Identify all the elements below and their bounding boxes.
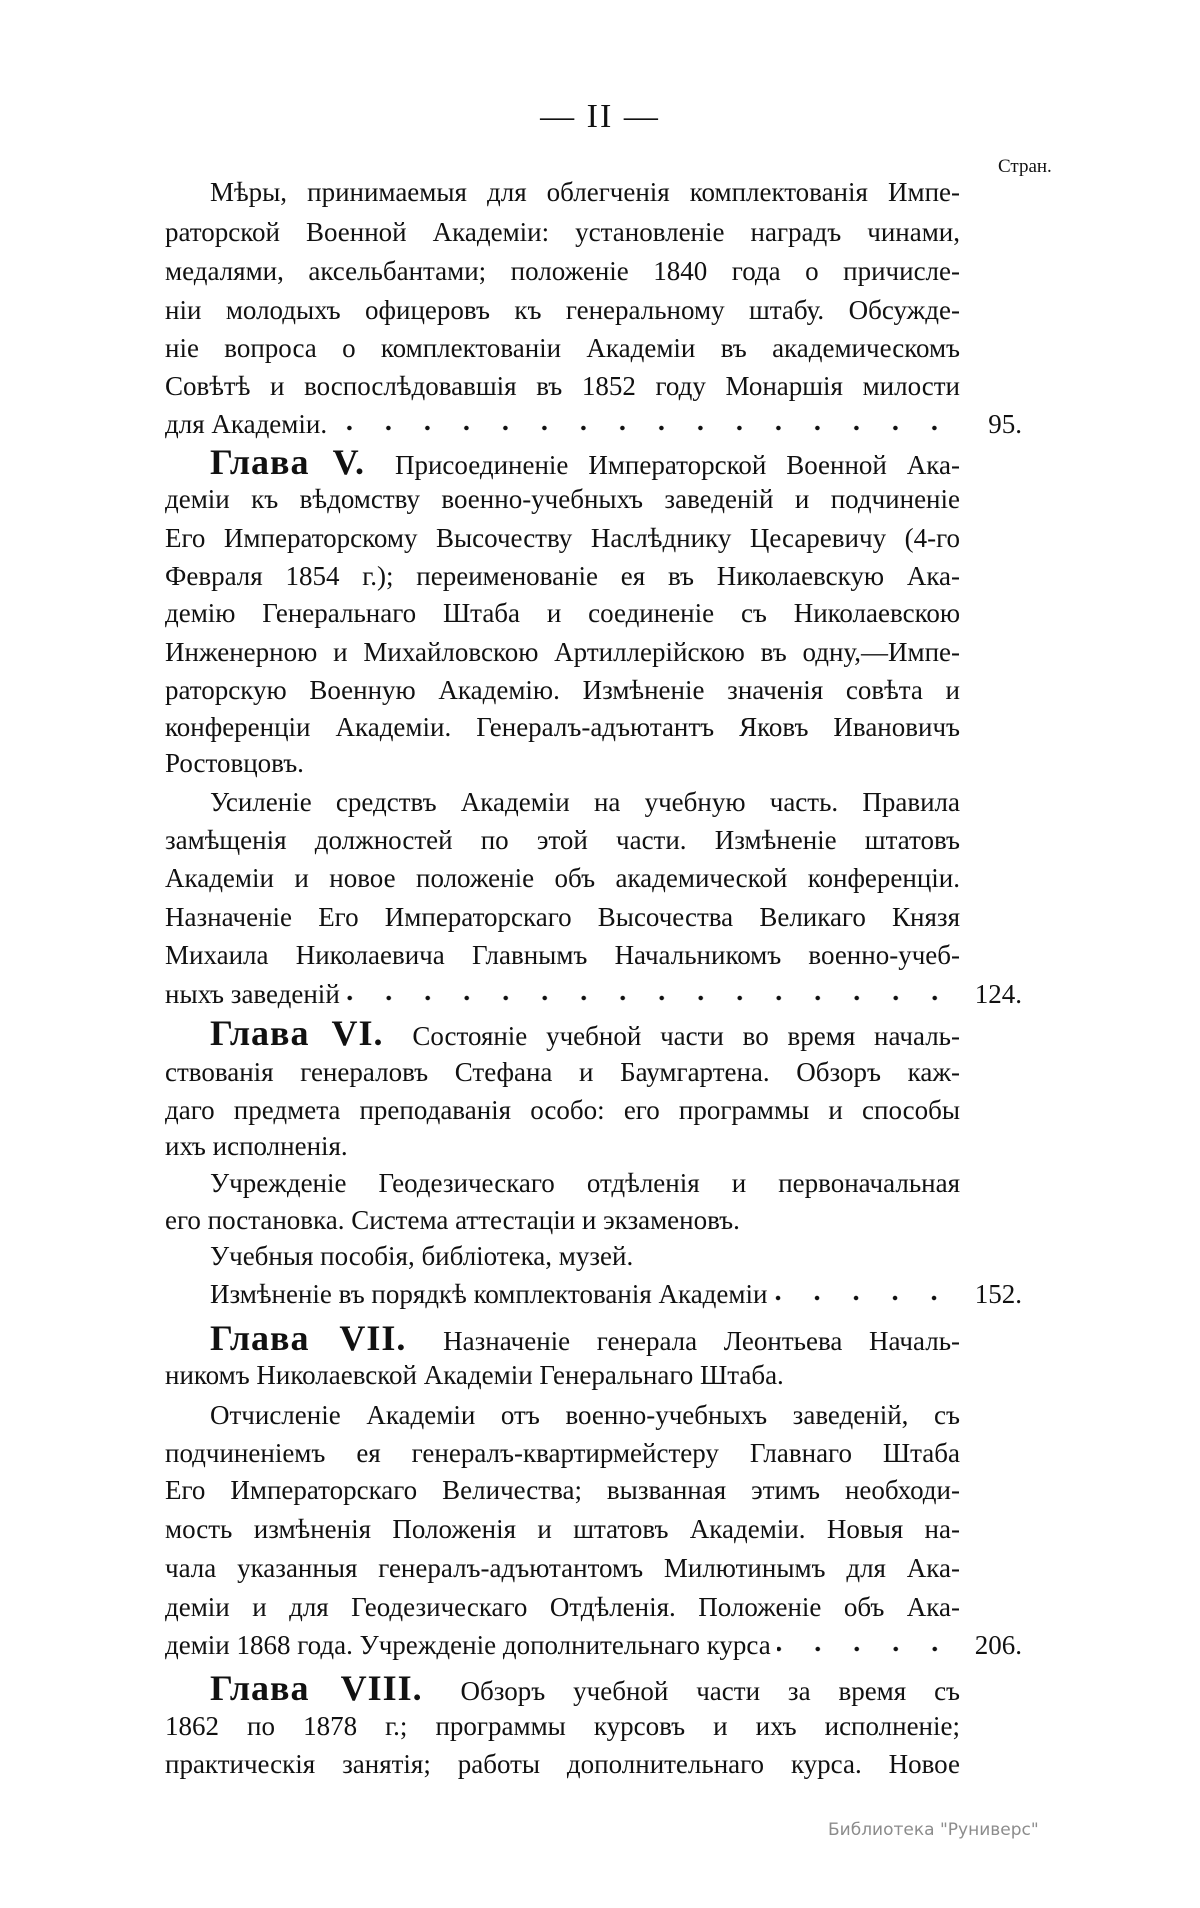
toc-line [165, 744, 960, 782]
toc-line [165, 1471, 960, 1509]
line-text: раторской Военной Академіи: установленіе наградъ чинами, [165, 217, 960, 247]
toc-line [165, 1201, 960, 1239]
line-text: Михаила Николаевича Главнымъ Начальникомъ военно-учеб- [165, 940, 960, 970]
chapter-heading: Глава VI. [210, 1014, 384, 1052]
toc-line [165, 1510, 960, 1548]
line-text: демію Генеральнаго Штаба и соединеніе съ Николаевскою [165, 598, 960, 628]
toc-line [165, 859, 960, 897]
toc-line [210, 1014, 960, 1052]
page-column-label: Стран. [998, 156, 1052, 177]
toc-line [165, 1091, 960, 1129]
line-text: Февраля 1854 г.); переименованіе ея въ Николаевскую Ака- [165, 561, 960, 591]
line-text: замѣщенія должностей по этой части. Измѣненіе штатовъ [165, 825, 960, 855]
line-text: никомъ Николаевской Академіи Генеральнаго Штаба. [165, 1360, 784, 1390]
toc-line [210, 173, 960, 211]
line-text: мость измѣненія Положенія и штатовъ Академіи. Новыя на- [165, 1514, 960, 1544]
chapter-heading: Глава VII. [210, 1319, 407, 1357]
page-number-header: — II — [540, 98, 660, 135]
page-reference: 95. [988, 409, 1022, 439]
chapter-heading: Глава VIII. [210, 1669, 423, 1707]
line-text: 1862 по 1878 г.; программы курсовъ и ихъ исполненіе; [165, 1711, 960, 1741]
toc-line [210, 443, 960, 481]
toc-line [165, 1549, 960, 1587]
line-text: Инженерною и Михайловскою Артиллерійскою въ одну,—Импе- [165, 637, 960, 667]
toc-line [210, 783, 960, 821]
line-text: его постановка. Система аттестаціи и экзаменовъ. [165, 1205, 740, 1235]
line-text: для Академіи. [165, 409, 328, 439]
toc-line [165, 519, 960, 557]
page-reference: 206. [974, 1630, 1022, 1660]
toc-line [165, 633, 960, 671]
line-text: практическія занятія; работы дополнительнаго курса. Новое [165, 1749, 960, 1779]
toc-line [165, 975, 960, 1013]
line-text: Присоединеніе Императорской Военной Ака- [394, 450, 960, 480]
page-reference: 124. [974, 979, 1022, 1009]
line-text: Мѣры, принимаемыя для облегченія комплектованія Импе- [210, 177, 960, 207]
line-text: Измѣненіе въ порядкѣ комплектованія Академіи [210, 1279, 768, 1309]
line-text: чала указанныя генералъ-адъютантомъ Милютинымъ для Ака- [165, 1553, 960, 1583]
line-text: раторскую Военную Академію. Измѣненіе значенія совѣта и [165, 675, 960, 705]
toc-line [165, 557, 960, 595]
line-text: Состояніе учебной части во время началь- [412, 1021, 960, 1051]
toc-line [210, 1319, 960, 1357]
dot-leader [333, 423, 954, 433]
line-text: деміи 1868 года. Учрежденіе дополнительнаго курса [165, 1630, 771, 1660]
line-text: Его Императорскаго Величества; вызванная этимъ необходи- [165, 1475, 960, 1505]
line-text: ствованія генераловъ Стефана и Баумгартена. Обзоръ каж- [165, 1057, 960, 1087]
toc-line [165, 936, 960, 974]
toc-line [165, 367, 960, 405]
toc-line [210, 1396, 960, 1434]
toc-line [165, 329, 960, 367]
line-text: Ростовцовъ. [165, 748, 304, 778]
line-text: Учрежденіе Геодезическаго отдѣленія и первоначальная [210, 1168, 960, 1198]
toc-line [165, 291, 960, 329]
toc-line [165, 821, 960, 859]
line-text: подчиненіемъ ея генералъ-квартирмейстеру Главнаго Штаба [165, 1438, 960, 1468]
toc-line [165, 898, 960, 936]
dot-leader [777, 1644, 954, 1654]
toc-line [210, 1237, 960, 1275]
library-watermark: Библиотека "Руниверс" [828, 1820, 1039, 1840]
toc-line [165, 1707, 960, 1745]
toc-line [165, 1053, 960, 1091]
line-text: Учебныя пособія, библіотека, музей. [210, 1241, 634, 1271]
toc-line [165, 405, 960, 443]
dot-leader [773, 1293, 954, 1303]
toc-line [165, 708, 960, 746]
line-text: медалями, аксельбантами; положеніе 1840 года о причисле- [165, 256, 960, 286]
toc-line [165, 1588, 960, 1626]
line-text: ихъ исполненія. [165, 1131, 348, 1161]
toc-line [210, 1164, 960, 1202]
toc-line [210, 1275, 960, 1313]
line-text: Назначеніе генерала Леонтьева Началь- [443, 1326, 960, 1356]
toc-line [165, 213, 960, 251]
toc-line [165, 1434, 960, 1472]
line-text: Усиленіе средствъ Академіи на учебную часть. Правила [210, 787, 960, 817]
line-text: Назначеніе Его Императорскаго Высочества Великаго Князя [165, 902, 960, 932]
toc-line [165, 252, 960, 290]
line-text: Его Императорскому Высочеству Наслѣднику Цесаревичу (4-го [165, 523, 960, 553]
line-text: ныхъ заведеній [165, 979, 340, 1009]
toc-line [165, 480, 960, 518]
toc-line [165, 671, 960, 709]
toc-line [165, 1356, 960, 1394]
toc-line [210, 1669, 960, 1707]
line-text: деміи къ вѣдомству военно-учебныхъ заведеній и подчиненіе [165, 484, 960, 514]
line-text: деміи и для Геодезическаго Отдѣленія. Положеніе объ Ака- [165, 1592, 960, 1622]
line-text: ніе вопроса о комплектованіи Академіи въ академическомъ [165, 333, 960, 363]
chapter-heading: Глава V. [210, 443, 366, 481]
line-text: Академіи и новое положеніе объ академической конференціи. [165, 863, 960, 893]
line-text: ніи молодыхъ офицеровъ къ генеральному штабу. Обсужде- [165, 295, 960, 325]
toc-line [165, 1127, 960, 1165]
line-text: Отчисленіе Академіи отъ военно-учебныхъ заведеній, съ [210, 1400, 960, 1430]
line-text: Совѣтѣ и воспослѣдовавшія въ 1852 году Монаршія милости [165, 371, 960, 401]
line-text: конференціи Академіи. Генералъ-адъютантъ Яковъ Ивановичъ [165, 712, 960, 742]
dot-leader [346, 993, 954, 1003]
line-text: даго предмета преподаванія особо: его программы и способы [165, 1095, 960, 1125]
toc-line [165, 1745, 960, 1783]
line-text: Обзоръ учебной части за время съ [460, 1676, 960, 1706]
toc-line [165, 594, 960, 632]
page-reference: 152. [974, 1279, 1022, 1309]
toc-line [165, 1626, 960, 1664]
